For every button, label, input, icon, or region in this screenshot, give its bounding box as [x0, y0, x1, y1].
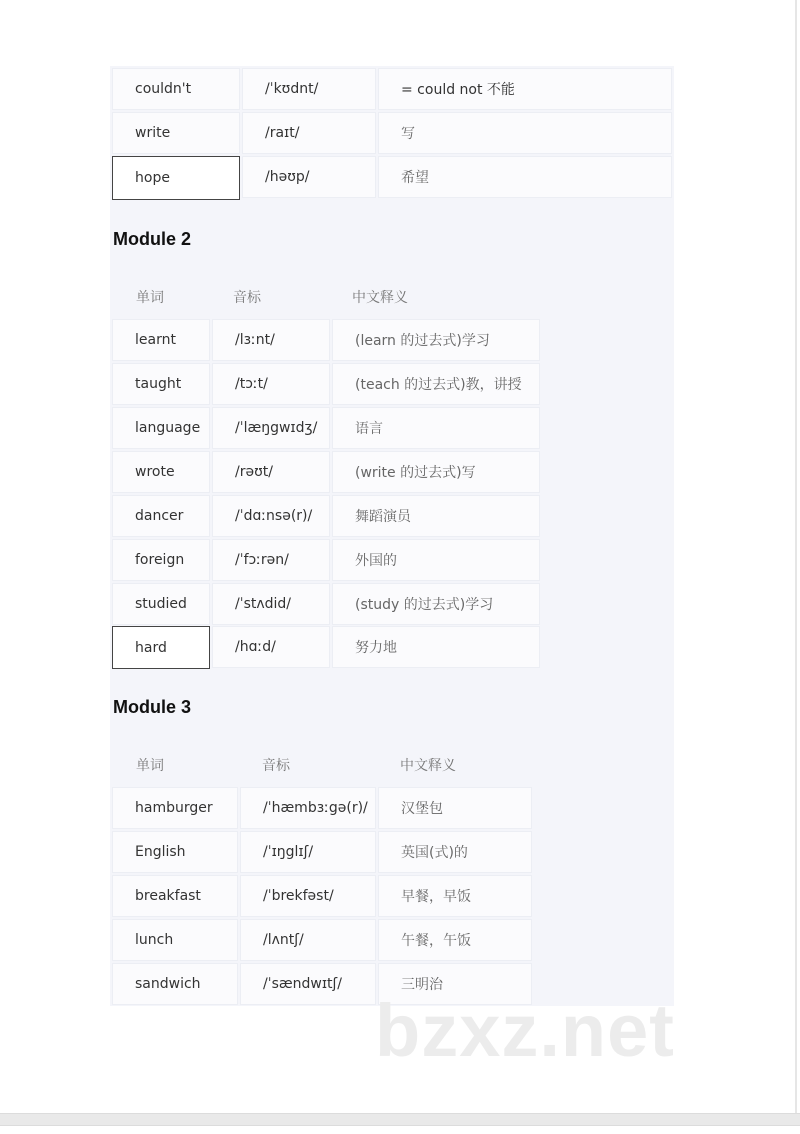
module3-header-meaning: 中文释义: [400, 758, 456, 774]
meaning-cell: (teach 的过去式)教，讲授: [332, 363, 540, 405]
meaning-cell: 希望: [378, 156, 672, 198]
phonetic-cell: /ˈbrekfəst/: [240, 875, 376, 917]
word-cell: hamburger: [112, 787, 238, 829]
meaning-cell: (write 的过去式)写: [332, 451, 540, 493]
phonetic-cell: /ˈhæmbɜːgə(r)/: [240, 787, 376, 829]
phonetic-cell: /ˈkʊdnt/: [242, 68, 376, 110]
phonetic-cell: /ˈdɑːnsə(r)/: [212, 495, 330, 537]
page-separator: [0, 1113, 800, 1126]
module3-header-word: 单词: [136, 758, 164, 774]
meaning-cell: 语言: [332, 407, 540, 449]
module2-header-word: 单词: [136, 290, 164, 306]
table-row: [112, 451, 542, 493]
phonetic-cell: /rəʊt/: [212, 451, 330, 493]
table-row: [112, 112, 674, 154]
word-cell: couldn't: [112, 68, 240, 110]
phonetic-cell: /ˈɪŋglɪʃ/: [240, 831, 376, 873]
meaning-cell: 三明治: [378, 963, 532, 1005]
table-row: [112, 495, 542, 537]
table-row: [112, 787, 534, 829]
meaning-cell: 努力地: [332, 626, 540, 668]
table-row: [112, 626, 542, 669]
phonetic-cell: /lʌntʃ/: [240, 919, 376, 961]
watermark: bzxz.net: [375, 989, 675, 1072]
phonetic-cell: /tɔːt/: [212, 363, 330, 405]
meaning-cell: 舞蹈演员: [332, 495, 540, 537]
phonetic-cell: /ˈfɔːrən/: [212, 539, 330, 581]
phonetic-cell: /həʊp/: [242, 156, 376, 198]
phonetic-cell: /ˈstʌdid/: [212, 583, 330, 625]
phonetic-cell: /ˈlæŋgwɪdʒ/: [212, 407, 330, 449]
phonetic-cell: /raɪt/: [242, 112, 376, 154]
meaning-cell: 汉堡包: [378, 787, 532, 829]
word-cell: write: [112, 112, 240, 154]
meaning-cell: = could not 不能: [378, 68, 672, 110]
table-row: [112, 156, 674, 200]
word-cell: lunch: [112, 919, 238, 961]
meaning-cell: 英国(式)的: [378, 831, 532, 873]
phonetic-cell: /lɜːnt/: [212, 319, 330, 361]
meaning-cell: (study 的过去式)学习: [332, 583, 540, 625]
meaning-cell: 早餐，早饭: [378, 875, 532, 917]
phonetic-cell: /hɑːd/: [212, 626, 330, 668]
table-row: [112, 407, 542, 449]
word-cell: taught: [112, 363, 210, 405]
table-row: [112, 831, 534, 873]
meaning-cell: 写: [378, 112, 672, 154]
word-cell: foreign: [112, 539, 210, 581]
word-cell-selected[interactable]: hope: [112, 156, 240, 200]
table-row: [112, 319, 542, 361]
phonetic-cell: /ˈsændwɪtʃ/: [240, 963, 376, 1005]
word-cell: learnt: [112, 319, 210, 361]
word-cell: sandwich: [112, 963, 238, 1005]
table-row: [112, 919, 534, 961]
word-cell-selected[interactable]: hard: [112, 626, 210, 669]
meaning-cell: 外国的: [332, 539, 540, 581]
table-row: [112, 875, 534, 917]
word-cell: dancer: [112, 495, 210, 537]
word-cell: breakfast: [112, 875, 238, 917]
module2-header-phonetic: 音标: [233, 290, 261, 306]
module2-header-meaning: 中文释义: [352, 290, 408, 306]
word-cell: English: [112, 831, 238, 873]
table-row: [112, 68, 674, 110]
meaning-cell: (learn 的过去式)学习: [332, 319, 540, 361]
table-row: [112, 583, 542, 625]
table-row: [112, 363, 542, 405]
page-edge-divider: [795, 0, 797, 1113]
word-cell: language: [112, 407, 210, 449]
table-row: [112, 539, 542, 581]
meaning-cell: 午餐，午饭: [378, 919, 532, 961]
word-cell: wrote: [112, 451, 210, 493]
word-cell: studied: [112, 583, 210, 625]
module3-title: Module 3: [113, 697, 192, 717]
module2-title: Module 2: [113, 229, 192, 249]
module3-header-phonetic: 音标: [262, 758, 290, 774]
